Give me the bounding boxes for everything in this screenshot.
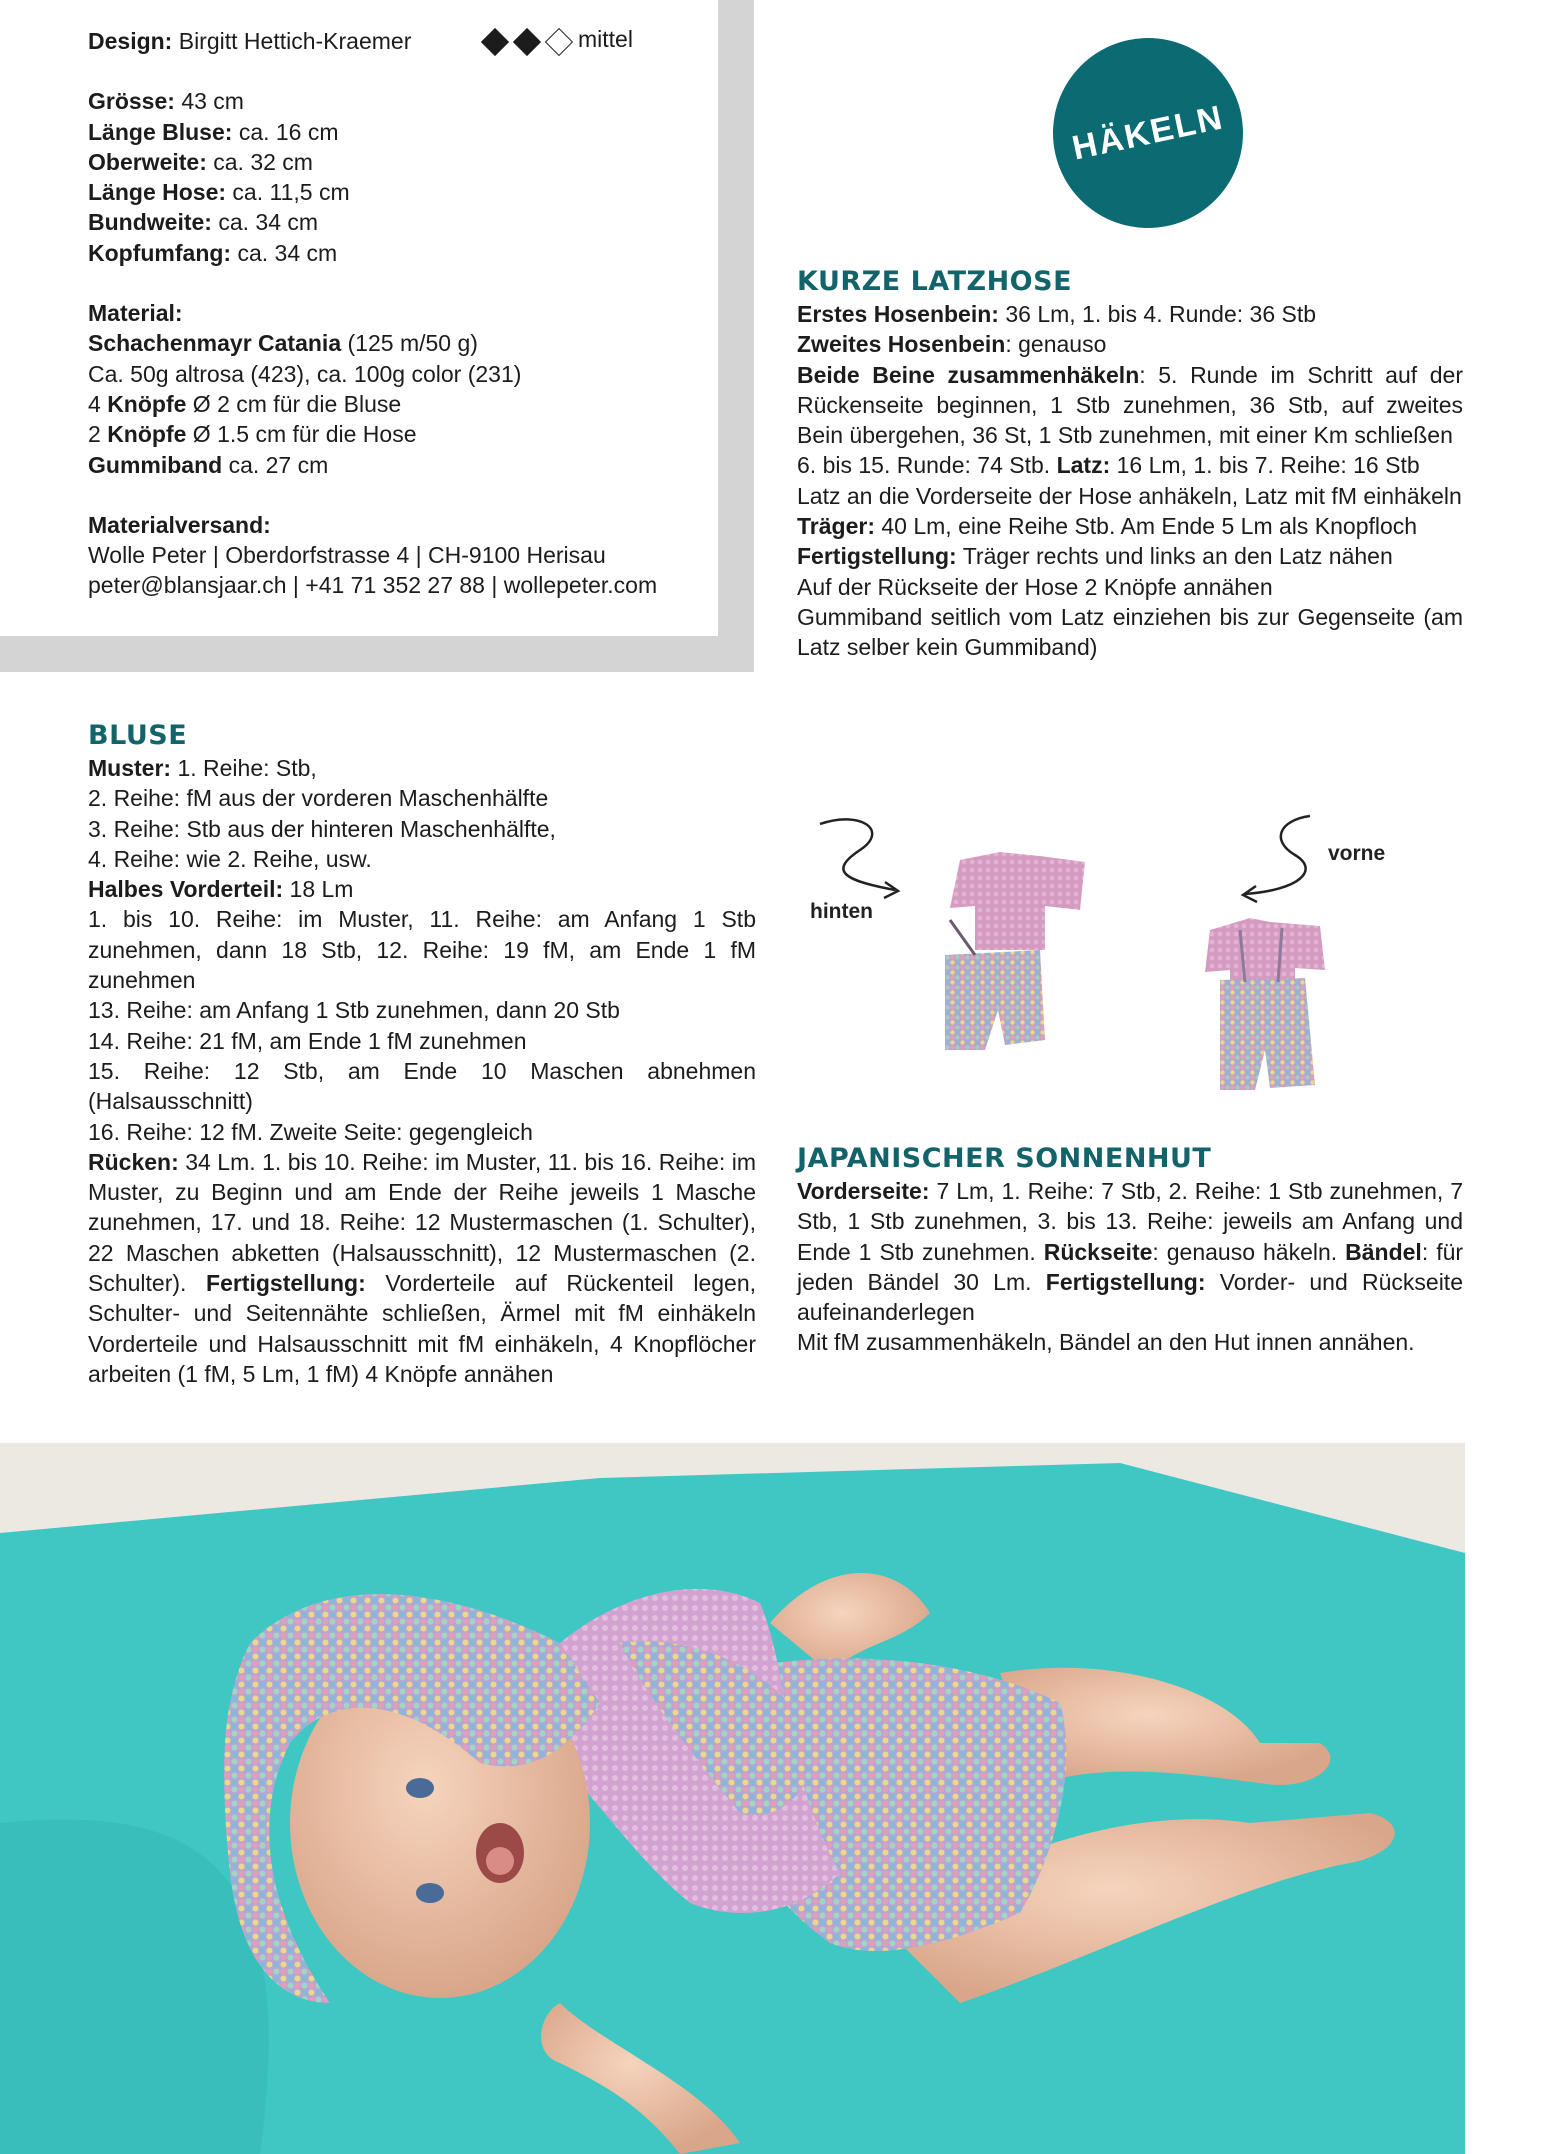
material-elastic xyxy=(88,450,708,480)
design-line xyxy=(88,26,708,56)
section-latzhose xyxy=(797,265,1463,663)
term: Fertigstellung: xyxy=(206,1270,366,1297)
size-value: ca. 16 cm xyxy=(238,118,339,145)
buttons-label: Knöpfe xyxy=(107,390,187,417)
text: 36 Lm, 1. bis 4. Runde: 36 Stb xyxy=(1005,301,1317,327)
section-bluse xyxy=(88,719,756,1389)
text: Träger rechts und links an den Latz nähen xyxy=(962,543,1393,570)
instruction-line: Auf der Rückseite der Hose 2 Knöpfe annähen xyxy=(797,573,1273,600)
material-buttons-2 xyxy=(88,419,708,449)
term: Halbes Vorderteil: xyxy=(88,876,284,903)
term: Latz: xyxy=(1056,452,1111,479)
size-label: Bundweite: xyxy=(88,209,212,236)
term: Muster: xyxy=(88,755,172,781)
section-title: BLUSE xyxy=(88,720,188,751)
instruction-line xyxy=(797,329,1463,359)
versand-contact[interactable]: peter@blansjaar.ch | +41 71 352 27 88 | wollepeter.com xyxy=(88,572,658,599)
instruction-line: 15. Reihe: 12 Stb, am Ende 10 Maschen abnehmen (Halsausschnitt) xyxy=(88,1057,756,1115)
text: 16 Lm, 1. bis 7. Reihe: 16 Stb xyxy=(1116,452,1420,479)
instruction-line xyxy=(797,299,1463,329)
instruction-line: 2. Reihe: fM aus der vorderen Maschenhälfte xyxy=(88,785,549,812)
info-content xyxy=(88,26,708,601)
instruction-line xyxy=(88,1147,756,1389)
instruction-line xyxy=(797,511,1463,541)
material-colors: Ca. 50g altrosa (423), ca. 100g color (231) xyxy=(88,360,522,387)
size-label: Länge Hose: xyxy=(88,179,227,206)
instruction-line xyxy=(88,874,756,904)
text: 34 Lm. 1. bis 10. Reihe: im Muster, 11. bis 16. Reihe: im Muster, zu Beginn und am Ende der Reihe jeweils 1 Masche zunehmen, 17. und 18. Reihe: 12 Mustermaschen (1. Schulter), 22 Maschen abketten (Halsausschnitt), 12 Mustermaschen (2. Schulter). xyxy=(88,1148,756,1297)
outfit-thumbnails xyxy=(800,810,1480,1100)
text: 1. Reihe: Stb, xyxy=(177,755,317,781)
thumb-pants-front xyxy=(1220,978,1315,1090)
haekeln-badge xyxy=(1053,38,1243,228)
text: 40 Lm, eine Reihe Stb. Am Ende 5 Lm als Knopfloch xyxy=(881,513,1418,540)
term: Erstes Hosenbein: xyxy=(797,301,999,327)
versand-heading-text: Materialversand: xyxy=(88,511,271,538)
thumbnail-graphics xyxy=(800,810,1480,1100)
thumb-blouse-back xyxy=(950,852,1085,950)
size-label: Kopfumfang: xyxy=(88,239,232,266)
instruction-line: 13. Reihe: am Anfang 1 Stb zunehmen, dann 20 Stb xyxy=(88,997,620,1024)
instruction-line: Mit fM zusammenhäkeln, Bändel an den Hut innen annähen. xyxy=(797,1329,1415,1356)
count: 4 xyxy=(88,390,101,417)
doll-eye xyxy=(406,1778,434,1798)
term: Beide Beine zusammenhäkeln xyxy=(797,361,1140,388)
count: 2 xyxy=(88,421,101,448)
design-label: Design: xyxy=(88,28,173,54)
buttons-label: Knöpfe xyxy=(107,421,187,448)
term: Vorderseite: xyxy=(797,1178,930,1204)
arrow-front-icon xyxy=(1245,816,1310,894)
arrow-back-icon xyxy=(820,819,895,890)
buttons-detail: Ø 2 cm für die Bluse xyxy=(192,390,402,417)
size-line xyxy=(88,177,708,207)
versand-address: Wolle Peter | Oberdorfstrasse 4 | CH-9100 Herisau xyxy=(88,542,606,569)
thumb-blouse-front xyxy=(1205,918,1325,985)
instruction-line: 1. bis 10. Reihe: im Muster, 11. Reihe: am Anfang 1 Stb zunehmen, dann 18 Stb, 12. Reihe: 19 fM, am Ende 1 fM zunehmen xyxy=(88,906,756,994)
term: Fertigstellung: xyxy=(1045,1268,1206,1295)
instruction-line: 4. Reihe: wie 2. Reihe, usw. xyxy=(88,845,372,872)
instruction-line xyxy=(797,450,1463,480)
yarn-name: Schachenmayr Catania xyxy=(88,330,342,357)
doll-photo-illustration xyxy=(0,1443,1465,2154)
instruction-line: 3. Reihe: Stb aus der hinteren Maschenhälfte, xyxy=(88,815,556,842)
term: Fertigstellung: xyxy=(797,543,957,570)
instruction-line xyxy=(797,541,1463,571)
term: Zweites Hosenbein xyxy=(797,331,1006,358)
text: 7 Lm, 1. Reihe: 7 Stb, 2. Reihe: 1 Stb zunehmen, 7 Stb, 1 Stb zunehmen, 3. bis 13. Reihe: jeweils am Anfang und Ende 1 Stb zunehmen. xyxy=(797,1178,1463,1265)
text: Vorderteile auf Rückenteil legen, Schulter- und Seitennähte schließen, Ärmel mit fM einhäkeln Vorderteile und Halsausschnitt mit fM einhäkeln, 4 Knopflöcher arbeiten (1 fM, 5 Lm, 1 fM) 4 Knöpfe annähen xyxy=(88,1270,757,1387)
section-title: JAPANISCHER SONNENHUT xyxy=(797,1143,1212,1174)
text: 18 Lm xyxy=(289,876,354,903)
text: : 5. Runde im Schritt auf der Rückenseite beginnen, 1 Stb zunehmen, 36 Stb, auf zweites Bein übergehen, 36 St, 1 Stb zunehmen, mit einer Km schließen xyxy=(797,361,1463,449)
term: Rücken: xyxy=(88,1148,179,1175)
thumb-pants-back xyxy=(945,950,1045,1050)
material-buttons-1 xyxy=(88,389,708,419)
term: Träger: xyxy=(797,513,875,540)
size-line xyxy=(88,86,708,116)
design-value: Birgitt Hettich-Kraemer xyxy=(178,28,412,54)
section-title: KURZE LATZHOSE xyxy=(797,266,1073,297)
text: 6. bis 15. Runde: 74 Stb. xyxy=(797,452,1051,479)
info-box-inner xyxy=(0,0,718,636)
size-label: Grösse: xyxy=(88,88,175,115)
buttons-detail: Ø 1.5 cm für die Hose xyxy=(192,421,417,448)
instruction-line xyxy=(88,753,756,783)
difficulty-label: mittel xyxy=(578,26,633,52)
material-heading xyxy=(88,298,708,328)
size-label: Länge Bluse: xyxy=(88,118,233,145)
instruction-line xyxy=(797,360,1463,451)
elastic-label: Gummiband xyxy=(88,451,223,478)
text: : genauso xyxy=(1005,331,1107,358)
size-line xyxy=(88,117,708,147)
info-box xyxy=(0,0,754,672)
section-sonnenhut xyxy=(797,1142,1463,1358)
instruction-line xyxy=(797,1176,1463,1327)
instruction-line: 16. Reihe: 12 fM. Zweite Seite: gegengleich xyxy=(88,1118,533,1145)
size-value: ca. 34 cm xyxy=(218,209,319,236)
elastic-detail: ca. 27 cm xyxy=(228,451,329,478)
size-label: Oberweite: xyxy=(88,148,207,175)
text: : genauso häkeln. xyxy=(1152,1238,1338,1265)
doll-eye xyxy=(416,1883,444,1903)
instruction-line: 14. Reihe: 21 fM, am Ende 1 fM zunehmen xyxy=(88,1027,527,1054)
instruction-line: Latz an die Vorderseite der Hose anhäkeln, Latz mit fM einhäkeln xyxy=(797,482,1462,509)
instruction-line: Gummiband seitlich vom Latz einziehen bis zur Gegenseite (am Latz selber kein Gummiband) xyxy=(797,603,1463,661)
size-line xyxy=(88,147,708,177)
badge-label: HÄKELN xyxy=(1068,97,1227,168)
doll-photo xyxy=(0,1443,1465,2154)
yarn-detail: (125 m/50 g) xyxy=(347,330,478,357)
front-label: vorne xyxy=(1328,842,1386,865)
size-value: ca. 34 cm xyxy=(237,239,338,266)
term: Rückseite xyxy=(1043,1238,1153,1265)
size-value: 43 cm xyxy=(181,88,244,115)
back-label: hinten xyxy=(810,900,873,923)
text: Vorder- und Rückseite aufeinanderlegen xyxy=(797,1268,1463,1326)
versand-heading xyxy=(88,510,708,540)
size-value: ca. 11,5 cm xyxy=(232,179,350,206)
material-heading-text: Material: xyxy=(88,300,183,327)
size-value: ca. 32 cm xyxy=(213,148,313,175)
size-line xyxy=(88,207,708,237)
text: : für jeden Bändel 30 Lm. xyxy=(797,1238,1464,1295)
material-yarn xyxy=(88,328,708,358)
term: Bändel xyxy=(1345,1238,1422,1265)
size-line xyxy=(88,238,708,268)
